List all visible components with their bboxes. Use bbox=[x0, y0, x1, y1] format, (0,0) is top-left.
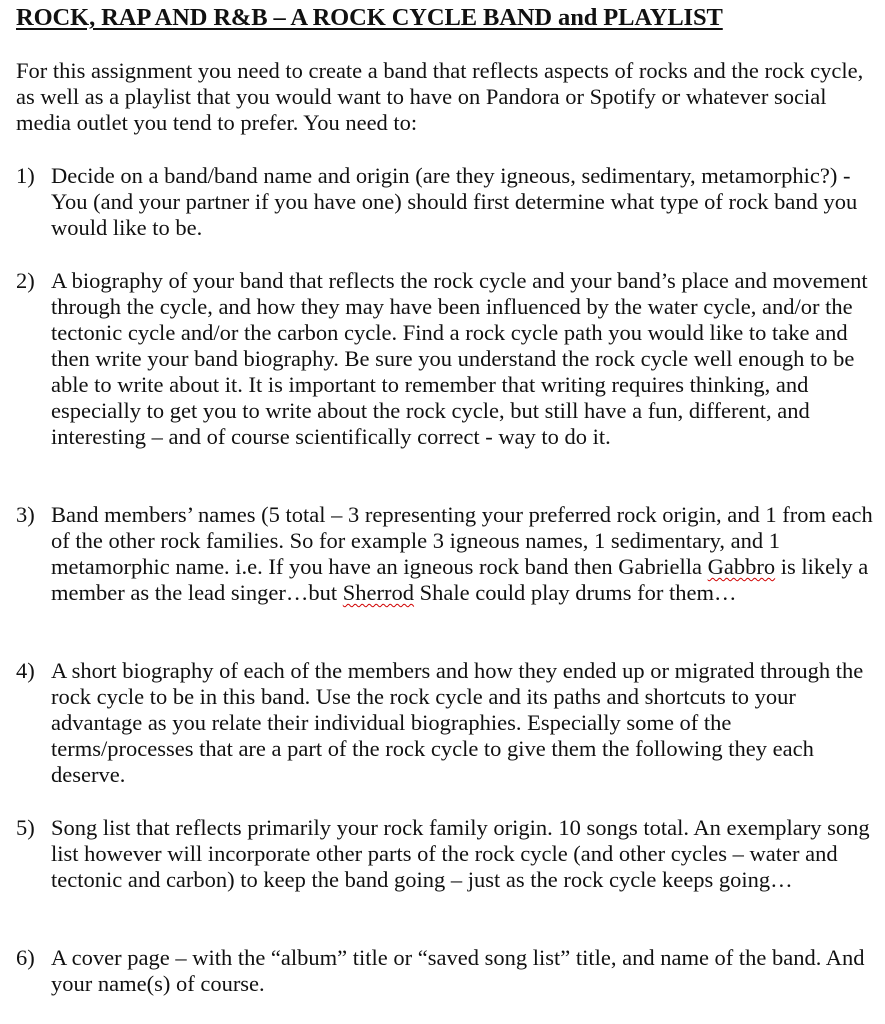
list-item bbox=[16, 815, 876, 893]
spellcheck-word: Gabbro bbox=[707, 554, 776, 579]
list-item bbox=[16, 502, 876, 606]
list-item-text: A biography of your band that reflects the rock cycle and your band’s place and movement through the cycle, and how they may have been influenced by the water cycle, and/or the tectonic cycle and/or the carbon cycle. Find a rock cycle path you would like to take and then write your band biography. Be sure you understand the rock cycle well enough to be able to write about it. It is important to remember that writing requires thinking, and especially to get you to write about the rock cycle, but still have a fun, different, and interesting – and of course scientifically correct - way to do it. bbox=[51, 268, 868, 449]
list-item-text: A short biography of each of the members and how they ended up or migrated through the rock cycle to be in this band. Use the rock cycle and its paths and shortcuts to your advantage as you relate their individual biographies. Especially some of the terms/processes that are a part of the rock cycle to give them the following they each deserve. bbox=[51, 658, 864, 787]
list-item-number: 6) bbox=[16, 945, 35, 970]
list-item-number: 4) bbox=[16, 658, 35, 683]
list-item-text bbox=[51, 502, 876, 606]
list-item bbox=[16, 945, 876, 997]
list-item-number: 2) bbox=[16, 268, 35, 293]
list-item-text: A cover page – with the “album” title or “saved song list” title, and name of the band. And your name(s) of course. bbox=[51, 945, 865, 996]
document-title: ROCK, RAP AND R&B – A ROCK CYCLE BAND and PLAYLIST bbox=[16, 4, 723, 31]
list-item-number: 3) bbox=[16, 502, 35, 527]
list-item bbox=[16, 658, 876, 788]
list-item-text: Song list that reflects primarily your rock family origin. 10 songs total. An exemplary song list however will incorporate other parts of the rock cycle (and other cycles – water and tectonic and carbon) to keep the band going – just as the rock cycle keeps going… bbox=[51, 815, 870, 892]
list-item bbox=[16, 163, 876, 241]
list-item-text-part: is likely a member as the lead singer…but bbox=[51, 554, 869, 605]
intro-paragraph: For this assignment you need to create a band that reflects aspects of rocks and the rock cycle, as well as a playlist that you would want to have on Pandora or Spotify or whatever social media outlet you tend to prefer. You need to: bbox=[16, 58, 864, 135]
list-item-text-part: Shale could play drums for them… bbox=[414, 580, 737, 605]
list-item-number: 1) bbox=[16, 163, 35, 188]
list-item bbox=[16, 268, 876, 450]
list-item-number: 5) bbox=[16, 815, 35, 840]
spellcheck-word: Sherrod bbox=[342, 580, 415, 605]
list-item-text: Decide on a band/band name and origin (are they igneous, sedimentary, metamorphic?) - You (and your partner if you have one) should first determine what type of rock band you would like to be. bbox=[51, 163, 858, 240]
list-item-text-part: Band members’ names (5 total – 3 representing your preferred rock origin, and 1 from each of the other rock families. So for example 3 igneous names, 1 sedimentary, and 1 metamorphic name. i.e. If you have an igneous rock band then Gabriella bbox=[51, 502, 873, 579]
